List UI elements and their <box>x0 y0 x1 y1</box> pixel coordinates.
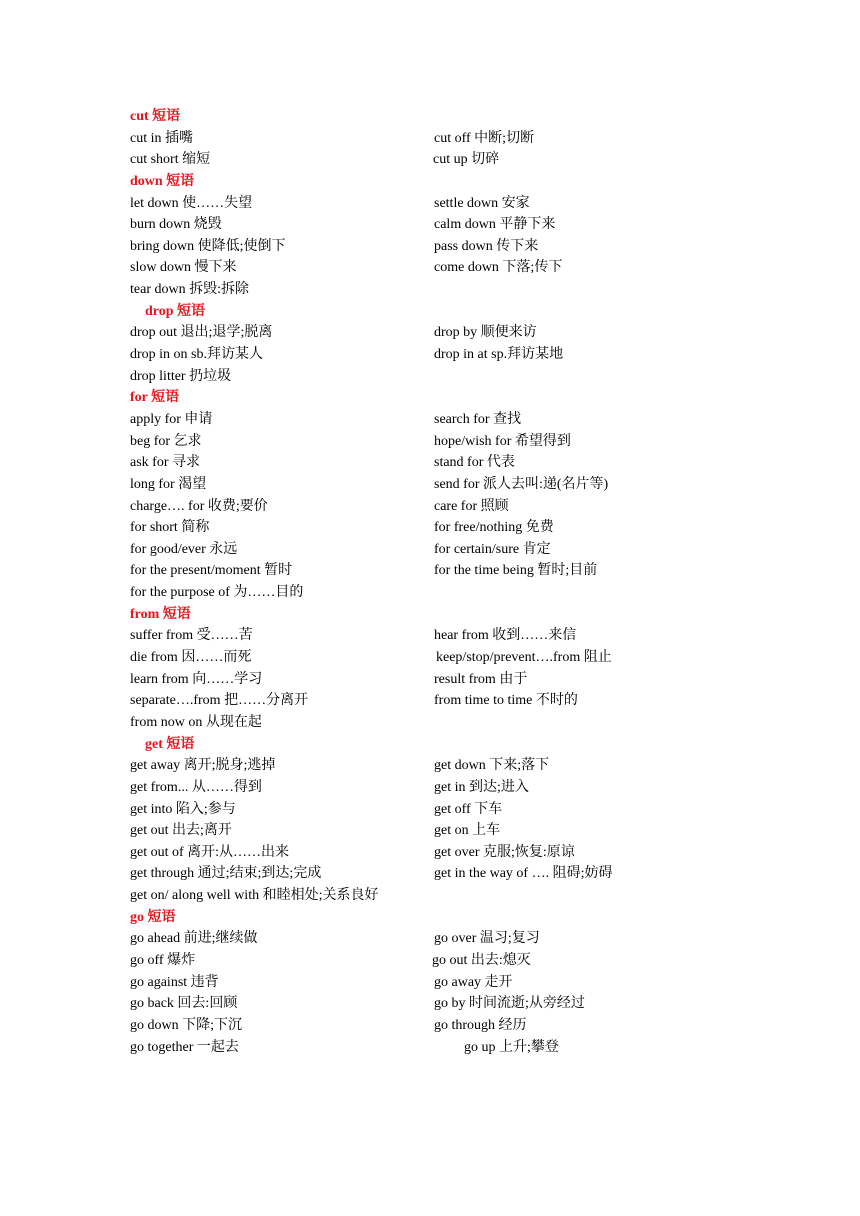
phrase-row <box>130 842 750 864</box>
phrase-left: burn down 烧毁 <box>130 217 222 233</box>
phrase-row <box>130 344 750 366</box>
phrase-left: cut short 缩短 <box>130 152 211 168</box>
phrase-left: ask for 寻求 <box>130 455 200 471</box>
phrase-row <box>130 560 750 582</box>
section-heading: get 短语 <box>145 736 195 752</box>
phrase-row <box>130 582 750 604</box>
section-heading: go 短语 <box>130 909 176 925</box>
phrase-left: long for 渴望 <box>130 476 207 492</box>
phrase-right: get in the way of …. 阻碍;妨碍 <box>434 866 613 882</box>
phrase-right: stand for 代表 <box>434 455 515 471</box>
phrase-left: go ahead 前进;继续做 <box>130 931 258 947</box>
phrase-row <box>130 366 750 388</box>
phrase-right: get on 上车 <box>434 823 501 839</box>
phrase-row <box>130 690 750 712</box>
phrase-left: drop out 退出;退学;脱离 <box>130 325 273 341</box>
phrase-right: search for 查找 <box>434 411 522 427</box>
phrase-left: for the purpose of 为……目的 <box>130 585 304 601</box>
phrase-right: hope/wish for 希望得到 <box>434 433 571 449</box>
phrase-right: hear from 收到……来信 <box>434 628 577 644</box>
phrase-right: get off 下车 <box>434 801 503 817</box>
phrase-right: cut off 中断;切断 <box>434 130 535 146</box>
phrase-row <box>130 149 750 171</box>
phrase-row <box>130 950 750 972</box>
phrase-row <box>130 322 750 344</box>
phrase-right: care for 照顾 <box>434 498 509 514</box>
vocabulary-list <box>130 106 750 1058</box>
phrase-row <box>130 1037 750 1059</box>
phrase-left: cut in 插嘴 <box>130 130 193 146</box>
phrase-row <box>130 1015 750 1037</box>
phrase-right: from time to time 不时的 <box>434 693 578 709</box>
phrase-row <box>130 647 750 669</box>
phrase-row <box>130 236 750 258</box>
phrase-row <box>130 625 750 647</box>
phrase-row <box>130 863 750 885</box>
phrase-right: drop by 顺便来访 <box>434 325 537 341</box>
phrase-left: for the present/moment 暂时 <box>130 563 293 579</box>
phrase-right: get in 到达;进入 <box>434 779 529 795</box>
phrase-left: for short 简称 <box>130 520 210 536</box>
phrase-row <box>130 193 750 215</box>
phrase-left: let down 使……失望 <box>130 195 253 211</box>
phrase-left: bring down 使降低;使倒下 <box>130 238 286 254</box>
phrase-right: come down 下落;传下 <box>434 260 563 276</box>
phrase-left: get away 离开;脱身;逃掉 <box>130 758 276 774</box>
phrase-right: get down 下来;落下 <box>434 758 550 774</box>
phrase-row <box>130 885 750 907</box>
phrase-row <box>130 799 750 821</box>
phrase-left: get out 出去;离开 <box>130 823 232 839</box>
phrase-left: suffer from 受……苦 <box>130 628 253 644</box>
phrase-left: get from... 从……得到 <box>130 779 262 795</box>
phrase-row <box>130 452 750 474</box>
phrase-row <box>130 517 750 539</box>
phrase-right: go through 经历 <box>434 1017 527 1033</box>
phrase-right: for certain/sure 肯定 <box>434 541 551 557</box>
phrase-left: from now on 从现在起 <box>130 714 262 730</box>
phrase-row <box>130 993 750 1015</box>
phrase-left: charge…. for 收费;要价 <box>130 498 268 514</box>
section-heading: down 短语 <box>130 173 195 189</box>
phrase-row <box>130 128 750 150</box>
phrase-left: get into 陷入;参与 <box>130 801 236 817</box>
phrase-left: drop litter 扔垃圾 <box>130 368 232 384</box>
phrase-right: go away 走开 <box>434 974 513 990</box>
phrase-left: get out of 离开:从……出来 <box>130 844 290 860</box>
phrase-right: pass down 传下来 <box>434 238 539 254</box>
phrase-left: go down 下降;下沉 <box>130 1017 242 1033</box>
phrase-left: beg for 乞求 <box>130 433 202 449</box>
section-heading: from 短语 <box>130 606 191 622</box>
phrase-right: send for 派人去叫:递(名片等) <box>434 476 609 492</box>
phrase-right: go out 出去:熄灭 <box>432 952 531 968</box>
phrase-right: for the time being 暂时;目前 <box>434 563 598 579</box>
phrase-left: die from 因……而死 <box>130 650 252 666</box>
phrase-left: go back 回去:回顾 <box>130 996 238 1012</box>
phrase-left: separate….from 把……分离开 <box>130 693 309 709</box>
phrase-row <box>130 972 750 994</box>
phrase-row <box>130 474 750 496</box>
phrase-right: settle down 安家 <box>434 195 530 211</box>
section-heading: cut 短语 <box>130 109 181 124</box>
phrase-row <box>130 214 750 236</box>
phrase-right: for free/nothing 免费 <box>434 520 554 536</box>
phrase-left: for good/ever 永远 <box>130 541 238 557</box>
phrase-left: go against 违背 <box>130 974 219 990</box>
phrase-row <box>130 279 750 301</box>
phrase-left: go together 一起去 <box>130 1039 239 1055</box>
phrase-row <box>130 669 750 691</box>
phrase-row <box>130 496 750 518</box>
phrase-left: slow down 慢下来 <box>130 260 237 276</box>
phrase-row <box>130 928 750 950</box>
phrase-left: drop in on sb.拜访某人 <box>130 347 263 363</box>
phrase-right: keep/stop/prevent….from 阻止 <box>436 650 612 666</box>
phrase-right: get over 克服;恢复:原谅 <box>434 844 575 860</box>
phrase-right: calm down 平静下来 <box>434 217 556 233</box>
phrase-right: result from 由于 <box>434 671 528 687</box>
phrase-row <box>130 431 750 453</box>
phrase-row <box>130 539 750 561</box>
phrase-right: drop in at sp.拜访某地 <box>434 347 564 363</box>
phrase-left: apply for 申请 <box>130 411 213 427</box>
phrase-right: go over 温习;复习 <box>434 931 540 947</box>
phrase-row <box>130 777 750 799</box>
phrase-row <box>130 755 750 777</box>
phrase-row <box>130 820 750 842</box>
phrase-right: go up 上升;攀登 <box>464 1039 559 1055</box>
phrase-right: cut up 切碎 <box>433 152 500 168</box>
phrase-left: tear down 拆毁:拆除 <box>130 282 249 298</box>
section-heading: for 短语 <box>130 390 180 406</box>
phrase-left: get through 通过;结束;到达;完成 <box>130 866 322 882</box>
phrase-row <box>130 409 750 431</box>
phrase-left: get on/ along well with 和睦相处;关系良好 <box>130 888 379 904</box>
phrase-row <box>130 257 750 279</box>
phrase-left: learn from 向……学习 <box>130 671 263 687</box>
section-heading: drop 短语 <box>145 303 206 319</box>
phrase-row <box>130 712 750 734</box>
phrase-right: go by 时间流逝;从旁经过 <box>434 996 585 1012</box>
phrase-left: go off 爆炸 <box>130 952 196 968</box>
